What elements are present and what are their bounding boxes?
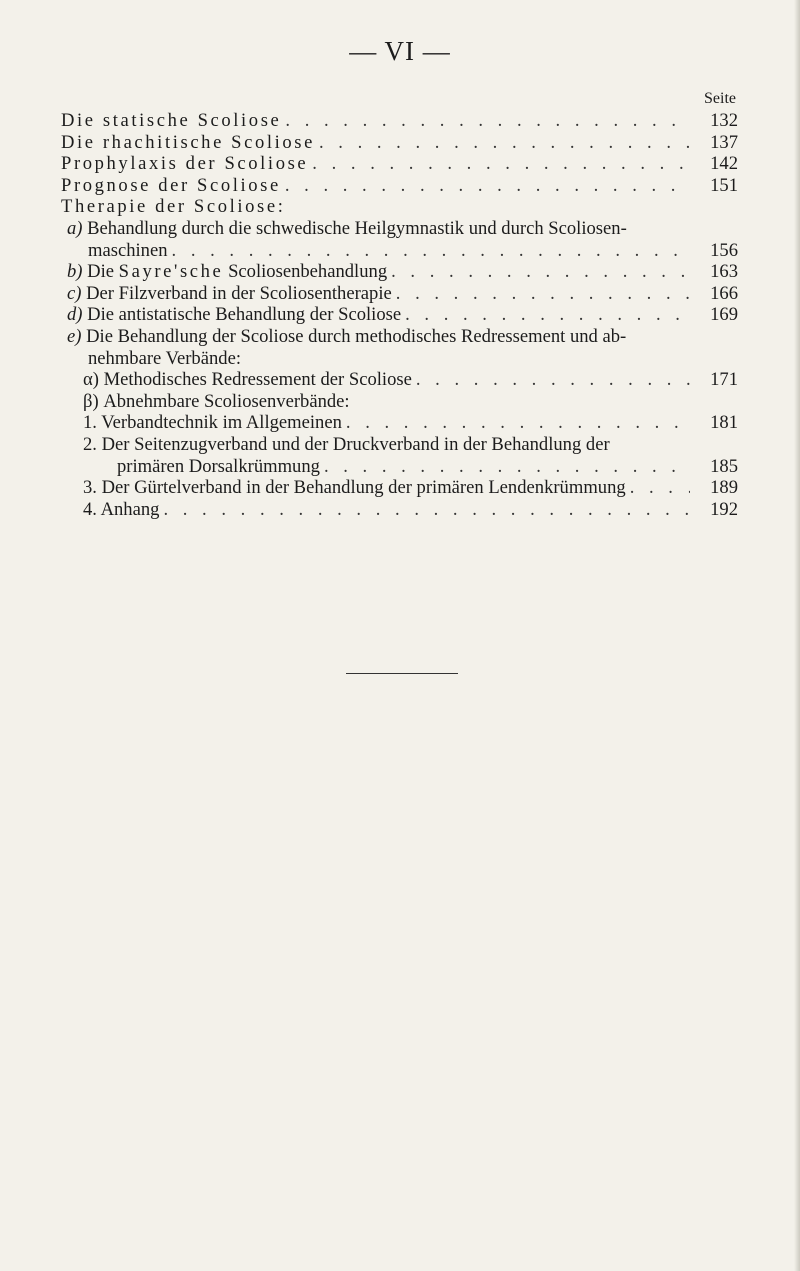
toc-leader-dots [312,153,690,175]
toc-marker: α) [83,369,99,391]
toc-entry-text: Anhang [100,498,160,520]
toc-marker: 2. [83,433,97,455]
toc-subentry-beta [61,391,738,413]
toc-leader-dots [172,240,690,262]
toc-entry-page: 156 [710,239,738,261]
toc-entry-text: Verbandtechnik im Allgemeinen [101,412,342,434]
toc-entry-pre: Die [87,261,115,283]
toc-entry-title-line1: Die Behandlung der Scoliose durch methodisches Redressement und ab- [86,325,627,347]
toc-entry-page: 137 [710,131,738,153]
toc-entry-page: 132 [710,110,738,131]
toc-entry-title-line1: Der Seitenzugverband und der Druckverband in der Behandlung der [101,433,610,455]
toc-entry-title [83,412,342,434]
toc-entry-title [67,283,392,305]
toc-leader-dots [391,261,690,283]
toc-entry-rest: Scoliosenbehandlung [228,261,388,283]
toc-item-4 [61,499,738,521]
toc-entry-text: Methodisches Redressement der Scoliose [103,369,412,391]
toc-entry [61,110,738,132]
toc-entry-text: Der Gürtelverband in der Behandlung der primären Lendenkrümmung [101,477,626,499]
toc-marker: 1. [83,412,97,434]
toc-entry-page: 192 [710,498,738,520]
toc-subentry-b [61,261,738,283]
toc-entry-title: Prognose der Scoliose [61,174,281,196]
toc-marker: 3. [83,477,97,499]
toc-leader-dots [405,304,690,326]
toc-entry [61,132,738,154]
page-header: — VI — [349,36,451,66]
toc-entry-text: Die antistatische Behandlung der Scoliose [87,304,402,326]
toc-marker: 4. [83,498,97,520]
toc-entry [61,175,738,197]
toc-entry-title-line2: primären Dorsalkrümmung [117,455,320,477]
toc-leader-dots [630,477,690,499]
toc-entry-page: 151 [710,174,738,196]
toc-entry-title: Die rhachitische Scoliose [61,131,315,153]
toc-item-3 [61,477,738,499]
toc-marker: c) [67,282,82,304]
toc-subentry-a-cont [61,240,738,262]
toc-item-2-cont [61,456,738,478]
toc-entry-title [67,304,401,326]
toc-subentry-d [61,304,738,326]
toc-entry-page: 181 [710,412,738,434]
toc-leader-dots [163,499,690,521]
toc-subentry-e-cont [61,348,738,370]
toc-section-title: Therapie der Scoliose: [61,196,286,218]
toc-leader-dots [396,283,690,305]
toc-entry-text: Der Filzverband in der Scoliosentherapie [86,282,392,304]
toc-entry-title-line2: maschinen [88,239,168,261]
toc-entry-page: 189 [710,477,738,499]
toc-entry-title [67,261,387,283]
toc-leader-dots [285,110,690,132]
toc-leader-dots [319,132,690,154]
toc-entry-title: Die statische Scoliose [61,110,282,131]
toc-entry-page: 166 [710,282,738,304]
table-of-contents [61,110,738,520]
toc-marker: e) [67,325,82,347]
toc-marker: b) [67,261,83,283]
toc-subentry-a [61,218,738,240]
toc-entry-page: 142 [710,153,738,175]
toc-leader-dots [324,456,690,478]
toc-entry-title [83,477,626,499]
toc-section-heading [61,196,738,218]
toc-entry-title [83,369,412,391]
toc-entry-title-line2: nehmbare Verbände: [88,347,241,369]
toc-marker: d) [67,304,83,326]
toc-entry-page: 171 [710,369,738,391]
toc-entry-text: Abnehmbare Scoliosenverbände: [103,390,350,412]
toc-entry-title [83,499,159,521]
toc-item-1 [61,412,738,434]
toc-leader-dots [346,412,690,434]
section-divider [346,673,458,674]
toc-marker: a) [67,217,83,239]
page-edge-shadow [794,0,800,1271]
toc-subentry-e [61,326,738,348]
toc-entry-page: 185 [710,455,738,477]
toc-entry-page: 169 [710,304,738,326]
toc-entry [61,153,738,175]
toc-subentry-alpha [61,369,738,391]
toc-leader-dots [285,175,690,197]
toc-subentry-c [61,283,738,305]
toc-entry-title: Prophylaxis der Scoliose [61,153,309,175]
page-column-label: Seite [704,90,736,107]
toc-entry-title-line1: Behandlung durch die schwedische Heilgymnastik und durch Scoliosen- [87,217,627,239]
toc-marker: β) [83,390,99,412]
toc-entry-page: 163 [710,261,738,283]
toc-leader-dots [416,369,690,391]
toc-item-2 [61,434,738,456]
toc-entry-name: Sayre'sche [118,261,224,283]
